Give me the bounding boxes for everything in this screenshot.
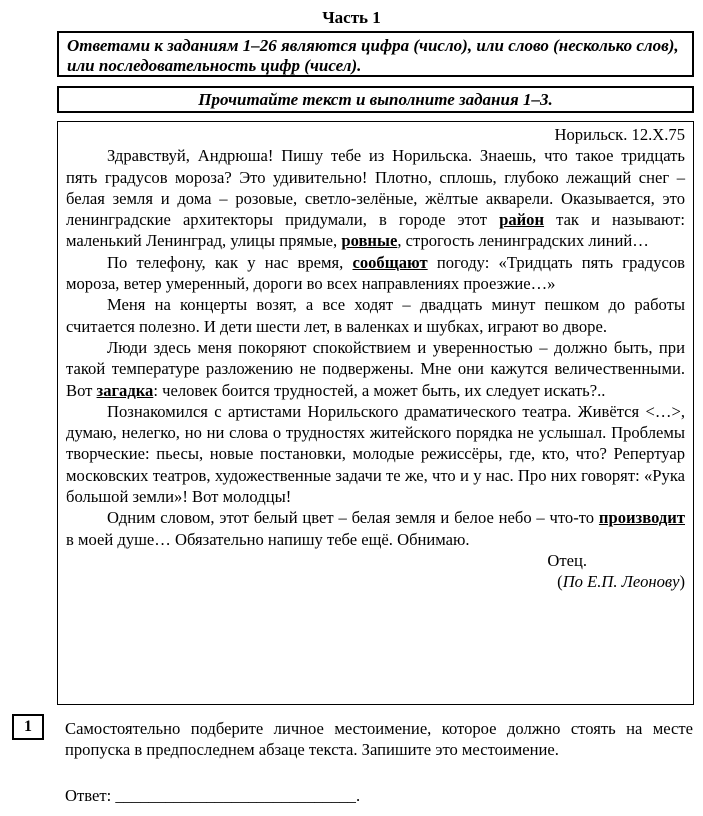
instruction-box: Ответами к заданиям 1–26 являются цифра (число), или слово (несколько слов), или последовательность цифр (чисел). bbox=[57, 31, 694, 77]
highlighted-word: загадка bbox=[96, 380, 154, 400]
letter-paragraph-6: Одним словом, этот белый цвет – белая земля и белое небо – что-то производит в моей душе… Обязательно напишу тебе ещё. Обнимаю. bbox=[66, 508, 685, 549]
letter-place-date: Норильск. 12.X.75 bbox=[554, 125, 685, 144]
answer-row bbox=[65, 785, 360, 806]
part-title: Часть 1 bbox=[322, 8, 381, 27]
highlighted-word: производит bbox=[598, 508, 685, 528]
answer-label: Ответ: bbox=[65, 786, 116, 805]
letter-source: (По Е.П. Леонову) bbox=[557, 572, 685, 592]
letter-paragraph-5: Познакомился с артистами Норильского драматического театра. Живётся <…>, думаю, нелегко, но ни слова о трудностях житейского порядка не услышал. Проблемы творческие: пьесы, новые постановки, молодые режиссёры, где, кто, что? Репертуар московских театров, художественные задачи те же, что и у нас. Про них говорят: «Рука большой земли»! Вот молодцы! bbox=[66, 401, 685, 507]
letter-paragraph-1: Здравствуй, Андрюша! Пишу тебе из Норильска. Знаешь, что такое тридцать пять градусов мороза? Это удивительно! Плотно, сплошь, глубоко лежащий снег – белая земля и дома – розовые, светло-зелёные, жёлтые акварели. Оказывается, это ленинградские архитекторы придумали, в городе этот район так и называют: маленький Ленинград, улицы прямые, ровные, строгость ленинградских линий… bbox=[66, 146, 685, 251]
highlighted-word: район bbox=[499, 210, 545, 230]
letter-text-box bbox=[57, 121, 694, 705]
task-number-box: 1 bbox=[12, 714, 44, 740]
letter-signature: Отец. bbox=[547, 550, 587, 570]
highlighted-word: ровные bbox=[341, 231, 398, 251]
letter-paragraph-2: По телефону, как у нас время, сообщают погоду: «Тридцать пять градусов мороза, ветер умеренный, дороги во всех направлениях проезжие…» bbox=[66, 252, 685, 294]
highlighted-word: сообщают bbox=[352, 252, 428, 272]
task-heading-box: Прочитайте текст и выполните задания 1–3. bbox=[57, 86, 694, 113]
letter-paragraph-3: Меня на концерты возят, а все ходят – двадцать минут пешком до работы считается полезно. И дети шести лет, в валенках и шубках, играют во дворе. bbox=[66, 295, 685, 336]
answer-field[interactable]: _____________________________. bbox=[115, 786, 361, 805]
letter-paragraph-4: Люди здесь меня покоряют спокойствием и уверенностью – должно быть, при такой температуре разложению не подвержены. Мне они кажутся величественными. Вот загадка: человек боится трудностей, а может быть, их следует искать?.. bbox=[66, 337, 685, 400]
task-question: Самостоятельно подберите личное местоимение, которое должно стоять на месте пропуска в предпоследнем абзаце текста. Запишите это местоимение. bbox=[65, 719, 693, 759]
